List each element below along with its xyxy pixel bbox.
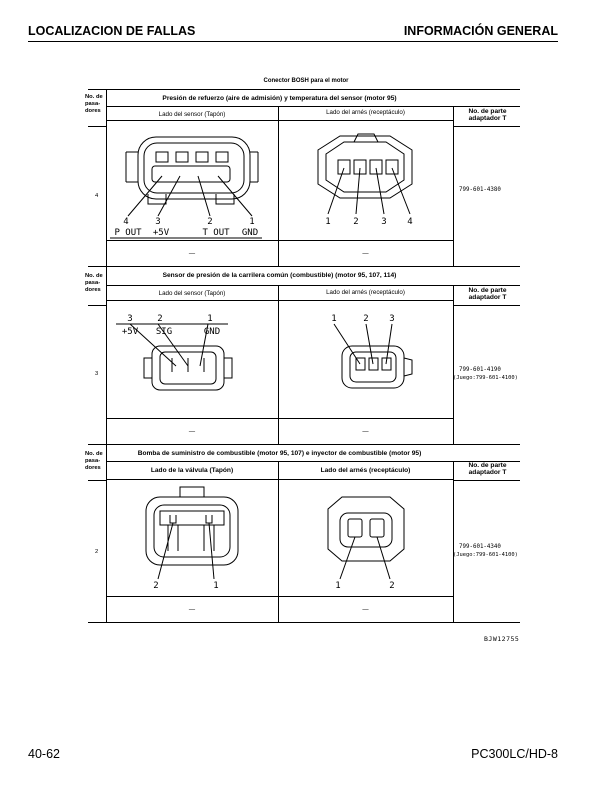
table-rule bbox=[106, 240, 453, 241]
sensor-pin-signal: GND bbox=[241, 228, 259, 238]
harness-pin-number: 2 bbox=[353, 217, 359, 227]
adapter-column-header: No. de parte adaptador T bbox=[468, 462, 507, 476]
harness-pin-number: 4 bbox=[407, 217, 413, 227]
sensor-pin-number: 2 bbox=[207, 217, 213, 227]
header-rule bbox=[28, 41, 558, 42]
sensor-pin-number: 2 bbox=[157, 314, 163, 324]
sensor-side-header: Lado del sensor (Tapón) bbox=[158, 111, 226, 118]
figure-id: BJW12755 bbox=[484, 635, 520, 643]
harness-receptacle-drawing-2-pin bbox=[278, 479, 453, 596]
valve-plug-drawing-2-pin bbox=[106, 479, 278, 596]
table-rule bbox=[88, 126, 106, 127]
adapter-part-number: 799-601-4190 bbox=[459, 367, 501, 373]
connector-heading: Bomba de suministro de combustible (motor 95, 107) e inyector de combustible (motor 95) bbox=[137, 450, 422, 457]
harness-pin-number: 3 bbox=[389, 314, 395, 324]
table-rule bbox=[88, 444, 520, 445]
section-title: LOCALIZACION DE FALLAS bbox=[28, 24, 196, 38]
harness-pin-number: 1 bbox=[335, 581, 341, 591]
sensor-plug-drawing-4-pin bbox=[106, 120, 278, 240]
sensor-pin-number: 3 bbox=[155, 217, 161, 227]
harness-pin-number: 1 bbox=[331, 314, 337, 324]
valve-pin-number: 2 bbox=[153, 581, 159, 591]
chapter-title: INFORMACIÓN GENERAL bbox=[403, 24, 558, 38]
harness-side-dash: — bbox=[362, 606, 369, 613]
sheet-title: Conector BOSH para el motor bbox=[263, 78, 349, 84]
pin-count: 3 bbox=[95, 371, 99, 377]
sensor-side-dash: — bbox=[188, 428, 196, 435]
harness-side-dash: — bbox=[362, 250, 369, 257]
table-rule bbox=[453, 126, 520, 127]
table-rule bbox=[88, 89, 520, 90]
adapter-column-header: No. de parte adaptador T bbox=[468, 287, 507, 301]
table-rule bbox=[88, 305, 106, 306]
sensor-pin-number: 4 bbox=[123, 217, 129, 227]
table-rule bbox=[88, 622, 520, 623]
machine-model: PC300LC/HD-8 bbox=[471, 747, 558, 761]
sensor-pin-signal: T OUT bbox=[202, 228, 230, 238]
sensor-pin-signal: P OUT bbox=[114, 228, 142, 238]
harness-side-header: Lado del arnés (receptáculo) bbox=[326, 289, 405, 296]
harness-side-header: Lado del arnés (receptáculo) bbox=[320, 467, 411, 474]
table-rule bbox=[453, 106, 454, 266]
sensor-pin-signal: SIG bbox=[155, 327, 173, 337]
table-rule bbox=[88, 266, 520, 267]
sensor-pin-number: 1 bbox=[207, 314, 213, 324]
sensor-side-header: Lado del sensor (Tapón) bbox=[158, 290, 226, 297]
pins-column-header: No. de pasa- dores bbox=[85, 273, 103, 293]
sensor-pin-number: 1 bbox=[249, 217, 255, 227]
table-rule bbox=[88, 480, 106, 481]
harness-pin-number: 2 bbox=[389, 581, 395, 591]
pin-count: 2 bbox=[95, 549, 99, 555]
sensor-side-dash: — bbox=[188, 606, 196, 613]
sensor-pin-signal: GND bbox=[203, 327, 221, 337]
adapter-kit-number: (Juego:799-601-4100) bbox=[453, 552, 518, 558]
harness-pin-number: 2 bbox=[363, 314, 369, 324]
harness-side-header: Lado del arnés (receptáculo) bbox=[326, 109, 405, 116]
valve-pin-number: 1 bbox=[213, 581, 219, 591]
sensor-plug-drawing-3-pin bbox=[106, 300, 278, 418]
table-rule bbox=[453, 461, 454, 622]
adapter-column-header: No. de parte adaptador T bbox=[468, 108, 507, 122]
adapter-kit-number: (Juego:799-601-4100) bbox=[453, 375, 518, 381]
adapter-part-number: 799-601-4380 bbox=[459, 187, 501, 193]
table-rule bbox=[453, 305, 520, 306]
table-rule bbox=[453, 285, 454, 444]
harness-receptacle-drawing-3-pin bbox=[278, 300, 453, 418]
table-rule bbox=[106, 596, 453, 597]
connector-heading: Presión de refuerzo (aire de admisión) y temperatura del sensor (motor 95) bbox=[162, 95, 397, 102]
page-number: 40-62 bbox=[28, 747, 60, 761]
sensor-pin-signal: +5V bbox=[121, 327, 139, 337]
sensor-pin-signal: +5V bbox=[152, 228, 170, 238]
sensor-pin-number: 3 bbox=[127, 314, 133, 324]
pins-column-header: No. de pasa- dores bbox=[85, 94, 103, 114]
harness-pin-number: 1 bbox=[325, 217, 331, 227]
pins-column-header: No. de pasa- dores bbox=[85, 451, 103, 471]
pin-count: 4 bbox=[95, 193, 99, 199]
harness-receptacle-drawing-4-pin bbox=[278, 120, 453, 240]
adapter-part-number: 799-601-4340 bbox=[459, 544, 501, 550]
sensor-side-dash: — bbox=[188, 250, 196, 257]
table-rule bbox=[106, 418, 453, 419]
harness-pin-number: 3 bbox=[381, 217, 387, 227]
sensor-side-header: Lado de la válvula (Tapón) bbox=[150, 467, 234, 474]
harness-side-dash: — bbox=[362, 428, 369, 435]
table-rule bbox=[453, 480, 520, 481]
connector-heading: Sensor de presión de la carrilera común (combustible) (motor 95, 107, 114) bbox=[162, 272, 397, 279]
table-rule bbox=[106, 106, 520, 107]
table-rule bbox=[106, 285, 520, 286]
